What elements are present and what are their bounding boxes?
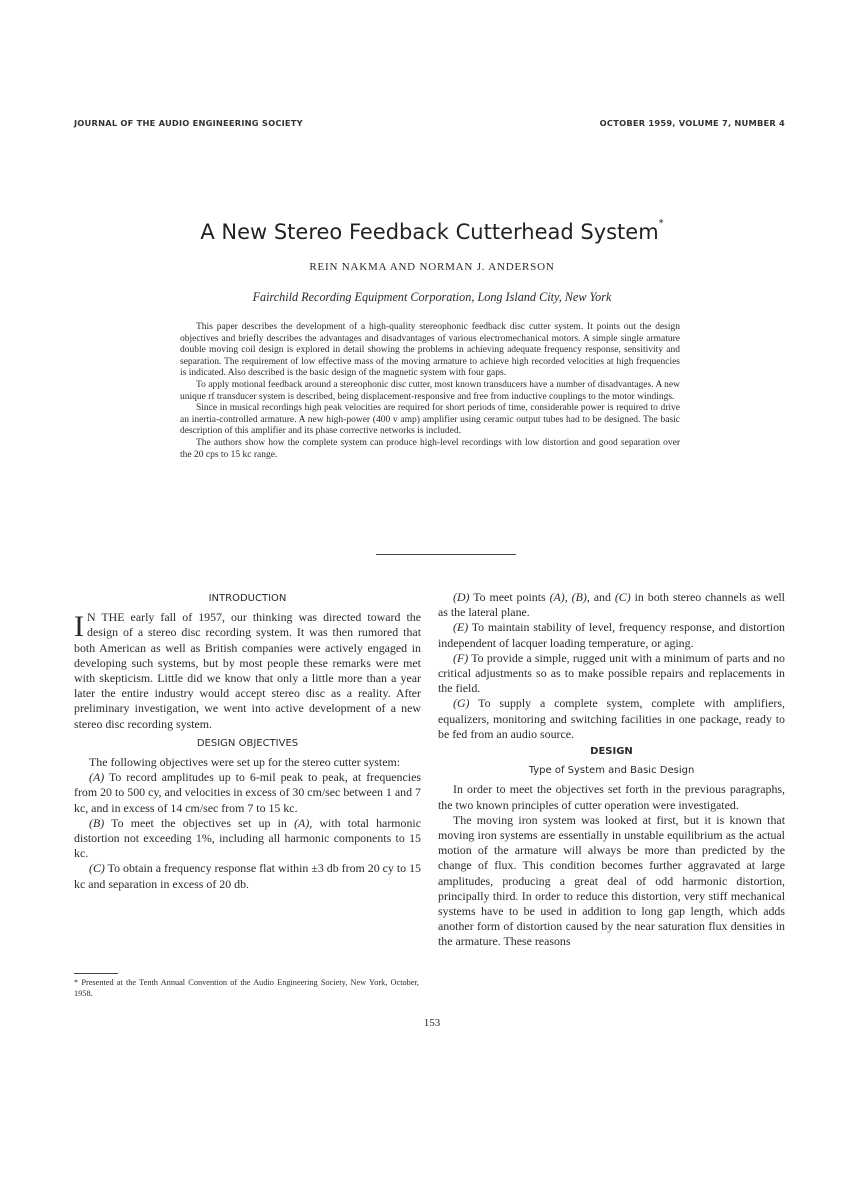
objective-label: (G) <box>453 696 470 711</box>
intro-text: N THE early fall of 1957, our thinking was directed toward the design of a stereo disc recording system. It was then rumored that both American as well as British companies were actively engaged in developing such systems, but by most people these remarks were met with skepticism. Little did we know that only a little more than a year later the entire industry would accept stereo disc as a reality. After preliminary investigation, we went into active development of a new stereo disc recording system. <box>74 610 421 731</box>
journal-name: JOURNAL OF THE AUDIO ENGINEERING SOCIETY <box>74 118 303 128</box>
objective-label: (C) <box>89 861 105 876</box>
issue-info: OCTOBER 1959, VOLUME 7, NUMBER 4 <box>599 118 785 128</box>
objective-c <box>74 861 421 891</box>
objective-text: To meet points <box>473 590 546 604</box>
objective-text: in both stereo channels as well as the lateral plane. <box>438 590 785 620</box>
type-subheading: Type of System and Basic Design <box>528 765 695 777</box>
paper-title <box>0 220 864 244</box>
right-column <box>438 590 785 950</box>
objective-ref: (C) <box>614 590 631 604</box>
objective-label: (A) <box>89 770 105 785</box>
abstract-paragraph: Since in musical recordings high peak velocities are required for short periods of time, considerable power is required to drive an inertia-controlled armature. A new high-power (400 v amp) amplifier using ceramic output tubes had to be designed. The basic description of this amplifier and its phase corrective networks is included. <box>180 403 680 437</box>
abstract <box>180 322 680 461</box>
objective-e <box>438 620 785 650</box>
design-paragraph: The moving iron system was looked at first, but it is known that moving iron systems are essentially in unstable equilibrium as the actual motion of the armature will always be more than predicted by the change of flux. This condition becomes further aggravated at large amplitudes, producing a great deal of odd harmonic distortion, principally third. In order to reduce this distortion, very stiff mechanical systems have to be used in addition to long gap length, which adds another form of distortion caused by the near saturation flux densities in the armature. These reasons <box>438 812 785 949</box>
intro-heading: INTRODUCTION <box>208 593 287 604</box>
objective-ref: (A) <box>294 815 310 830</box>
footnote-rule <box>74 973 118 974</box>
objective-f <box>438 651 785 697</box>
objectives-intro: The following objectives were set up for the stereo cutter system: <box>89 755 401 770</box>
page-number: 153 <box>423 1017 441 1029</box>
authors: REIN NAKMA AND NORMAN J. ANDERSON <box>309 261 555 273</box>
objective-text: , <box>564 590 568 604</box>
design-heading: DESIGN <box>590 746 633 758</box>
abstract-paragraph: To apply motional feedback around a stereophonic disc cutter, most known transducers have a number of disadvantages. A new unique rf transducer system is described, being displacement-responsive and free from inductive couplings to the motor windings. <box>180 379 680 402</box>
affiliation: Fairchild Recording Equipment Corporation, Long Island City, New York <box>252 290 612 304</box>
objective-label: (E) <box>453 620 469 635</box>
abstract-paragraph: The authors show how the complete system can produce high-level recordings with low distortion and good separation over the 20 cps to 15 kc range. <box>180 437 680 460</box>
objective-d <box>438 590 785 620</box>
footnote: * Presented at the Tenth Annual Convention of the Audio Engineering Society, New York, October, 1958. <box>74 978 419 998</box>
paper-title-text: A New Stereo Feedback Cutterhead System <box>200 220 659 244</box>
objective-ref: (A) <box>549 590 565 604</box>
objectives-heading: DESIGN OBJECTIVES <box>196 737 299 749</box>
objective-label: (F) <box>453 650 469 665</box>
objective-text: To supply a complete system, complete with amplifiers, equalizers, monitoring and switching facilities in one package, ready to be fed from an audio source. <box>438 696 785 741</box>
objective-text: To maintain stability of level, frequency response, and distortion independent of lacquer loading temperature, or aging. <box>438 620 785 650</box>
objective-text: To record amplitudes up to 6-mil peak to peak, at frequencies from 20 to 500 cy, and velocities in excess of 30 cm/sec between 1 and 7 kc, and in excess of 14 cm/sec from 7 to 15 kc. <box>74 770 421 815</box>
design-paragraph: In order to meet the objectives set forth in the previous paragraphs, the two known principles of cutter operation were investigated. <box>438 782 785 812</box>
title-footnote-mark: * <box>658 218 664 229</box>
objective-text: , and <box>586 590 611 604</box>
objective-label: (D) <box>453 590 470 604</box>
abstract-paragraph: This paper describes the development of a high-quality stereophonic feedback disc cutter system. It points out the design objectives and briefly describes the advantages and disadvantages of various electromechanical motors. A simple single armature double moving coil design is explored in detail showing the problems in achieving adequate frequency response, sensitivity and separation. The requirement of low effective mass of the moving armature to achieve high recorded velocities at high frequencies is indicated. Also described is the basic design of the magnetic system with four gaps. <box>180 322 680 379</box>
section-divider <box>376 554 516 555</box>
left-column <box>74 590 421 892</box>
objective-a <box>74 770 421 816</box>
objective-text: To meet the objectives set up in <box>111 815 287 830</box>
objective-ref: (B) <box>571 590 587 604</box>
intro-paragraph <box>74 610 421 732</box>
objective-text: , with total harmonic distortion not exceeding 1%, including all harmonic components to 15 kc. <box>74 815 422 861</box>
objective-b <box>74 816 421 862</box>
objective-text: To provide a simple, rugged unit with a minimum of parts and no critical adjustments so as to make possible repairs and replacements in the field. <box>438 650 785 696</box>
objective-g <box>438 696 785 742</box>
drop-cap: I <box>74 610 84 644</box>
objective-label: (B) <box>89 815 105 830</box>
objective-text: To obtain a frequency response flat within ±3 db from 20 cy to 15 kc and separation in excess of 20 db. <box>74 861 421 891</box>
